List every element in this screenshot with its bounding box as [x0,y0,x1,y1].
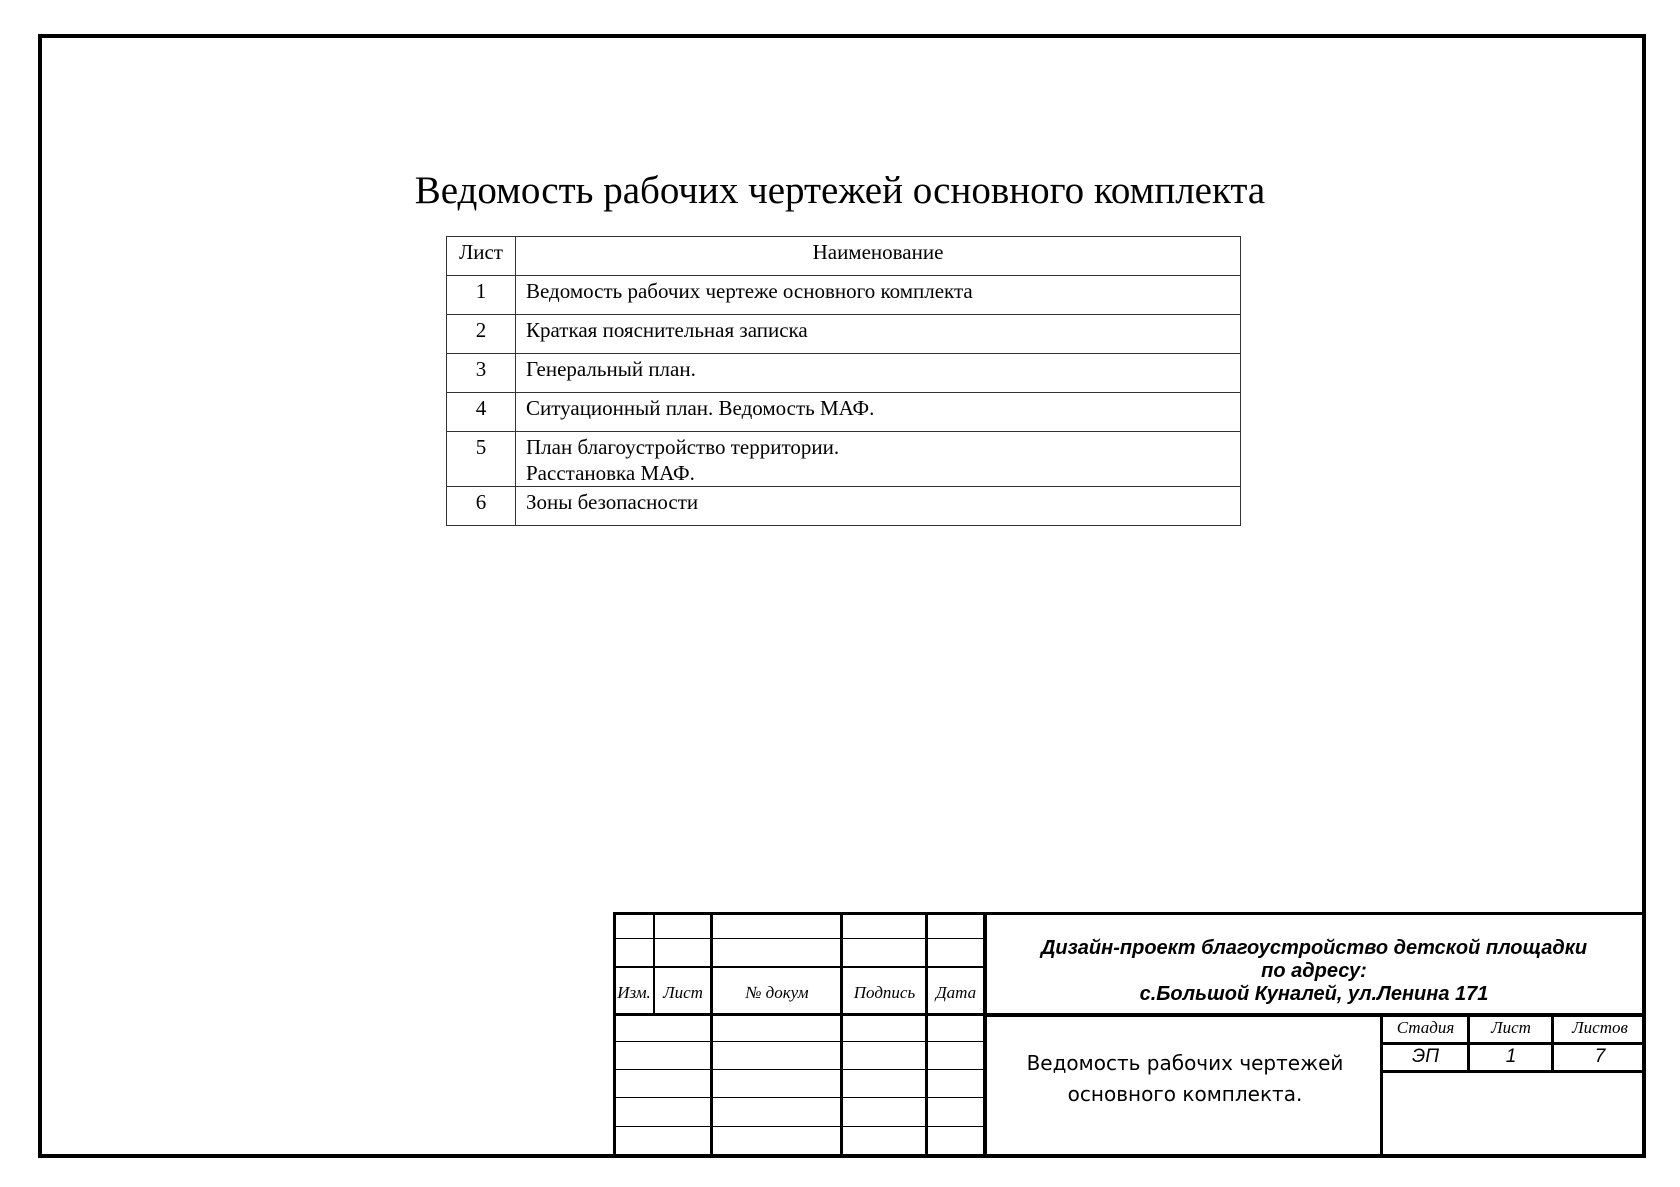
table-row [447,276,1241,315]
project-line3: с.Большой Куналей, ул.Ленина 171 [1139,983,1489,1005]
table-row [447,432,1241,487]
row-name-line2: Расстановка МАФ. [526,461,695,485]
row-name-line1: План благоустройство территории. [526,435,840,459]
caption-list: Лист [663,983,703,1002]
stage-label: Стадия [1396,1018,1455,1037]
row-name: Генеральный план. [516,354,1241,393]
caption-izm: Изм. [617,983,651,1002]
row-number: 6 [447,487,516,526]
row-name [516,432,1241,487]
row-name: Ситуационный план. Ведомость МАФ. [516,393,1241,432]
row-name: Зоны безопасности [516,487,1241,526]
row-number: 4 [447,393,516,432]
header-sheet: Лист [447,237,516,276]
sheet-name-line1: Ведомость рабочих чертежей [1026,1051,1344,1075]
row-number: 3 [447,354,516,393]
caption-signature: Подпись [853,983,916,1002]
sheet-name-line2: основного комплекта. [1067,1082,1303,1106]
table-row [447,393,1241,432]
project-line1: Дизайн-проект благоустройство детской площадки [1040,937,1588,959]
table-row [447,354,1241,393]
sheet-label: Лист [1491,1018,1531,1037]
caption-doc-no: № докум [745,983,809,1002]
stage-value: ЭП [1412,1046,1439,1067]
row-number: 5 [447,432,516,487]
sheets-label: Листов [1572,1018,1628,1037]
sheet-name [987,1048,1383,1110]
table-row [447,315,1241,354]
caption-date: Дата [935,983,977,1002]
row-name: Краткая пояснительная записка [516,315,1241,354]
table-header-row [447,237,1241,276]
project-name [987,937,1641,1006]
row-name: Ведомость рабочих чертеже основного комплекта [516,276,1241,315]
sheets-table [446,236,1241,526]
project-line2: по адресу: [1261,960,1367,982]
sheets-value: 7 [1594,1046,1606,1067]
sheet-value: 1 [1505,1046,1517,1067]
table-row [447,487,1241,526]
page-title: Ведомость рабочих чертежей основного комплекта [414,169,1266,212]
row-number: 1 [447,276,516,315]
row-number: 2 [447,315,516,354]
header-name: Наименование [516,237,1241,276]
